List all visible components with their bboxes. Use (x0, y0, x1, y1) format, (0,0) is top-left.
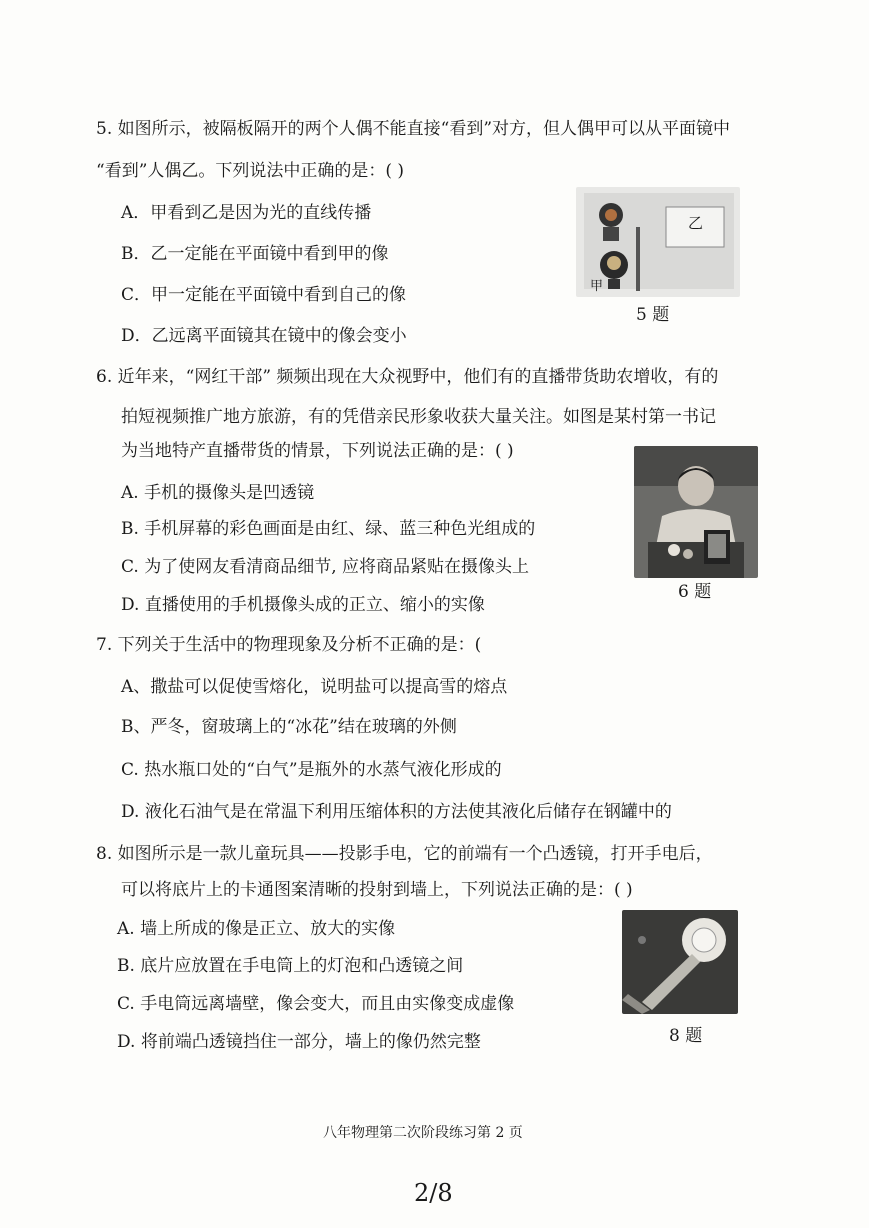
q5-figure-label-yi: 乙 (688, 214, 704, 232)
q8-option-d: D. 将前端凸透镜挡住一部分，墙上的像仍然完整 (117, 1032, 481, 1052)
q7-option-d: D. 液化石油气是在常温下利用压缩体积的方法使其液化后储存在钢罐中的 (121, 802, 672, 822)
q5-option-c: C．甲一定能在平面镜中看到自己的像 (121, 285, 407, 305)
q6-caption: 6 题 (678, 582, 712, 602)
q7-option-a: A、撒盐可以促使雪熔化，说明盐可以提高雪的熔点 (121, 677, 508, 697)
q6-stem-line2: 拍短视频推广地方旅游，有的凭借亲民形象收获大量关注。如图是某村第一书记 (121, 407, 716, 427)
q6-stem-line1: 6. 近年来，“网红干部” 频频出现在大众视野中，他们有的直播带货助农增收，有的 (96, 367, 719, 387)
q8-stem-line2: 可以将底片上的卡通图案清晰的投射到墙上，下列说法正确的是：( ) (121, 880, 633, 900)
q6-option-b: B. 手机屏幕的彩色画面是由红、绿、蓝三种色光组成的 (121, 519, 536, 539)
q7-option-b: B、严冬，窗玻璃上的“冰花”结在玻璃的外侧 (121, 717, 457, 737)
q8-stem-line1: 8. 如图所示是一款儿童玩具——投影手电，它的前端有一个凸透镜，打开手电后， (96, 844, 713, 864)
q5-stem-line1: 5. 如图所示，被隔板隔开的两个人偶不能直接“看到”对方，但人偶甲可以从平面镜中 (96, 119, 731, 139)
q5-option-a: A．甲看到乙是因为光的直线传播 (121, 203, 372, 223)
q8-caption: 8 题 (669, 1026, 703, 1046)
q8-option-c: C. 手电筒远离墙壁，像会变大，而且由实像变成虚像 (117, 994, 515, 1014)
q8-option-b: B. 底片应放置在手电筒上的灯泡和凸透镜之间 (117, 956, 464, 976)
q6-option-c: C. 为了使网友看清商品细节, 应将商品紧贴在摄像头上 (121, 557, 530, 577)
page-footer: 八年物理第二次阶段练习第 2 页 (323, 1125, 523, 1141)
page-number: 2/8 (414, 1179, 453, 1207)
q7-stem: 7. 下列关于生活中的物理现象及分析不正确的是：( (96, 635, 482, 655)
q5-option-d: D．乙远离平面镜其在镜中的像会变小 (121, 326, 407, 346)
q5-caption: 5 题 (636, 305, 670, 325)
q8-option-a: A. 墙上所成的像是正立、放大的实像 (117, 919, 396, 939)
q7-option-c: C. 热水瓶口处的“白气”是瓶外的水蒸气液化形成的 (121, 760, 502, 780)
q6-stem-line3: 为当地特产直播带货的情景，下列说法正确的是：( ) (121, 441, 514, 461)
q6-figure (634, 446, 758, 578)
q8-figure (622, 910, 738, 1014)
q5-option-b: B．乙一定能在平面镜中看到甲的像 (121, 244, 389, 264)
q6-option-a: A. 手机的摄像头是凹透镜 (121, 483, 315, 503)
q5-stem-line2: “看到”人偶乙。下列说法中正确的是：( ) (96, 161, 405, 181)
q5-figure-label-jia: 甲 (590, 279, 604, 294)
q6-option-d: D. 直播使用的手机摄像头成的正立、缩小的实像 (121, 595, 485, 615)
